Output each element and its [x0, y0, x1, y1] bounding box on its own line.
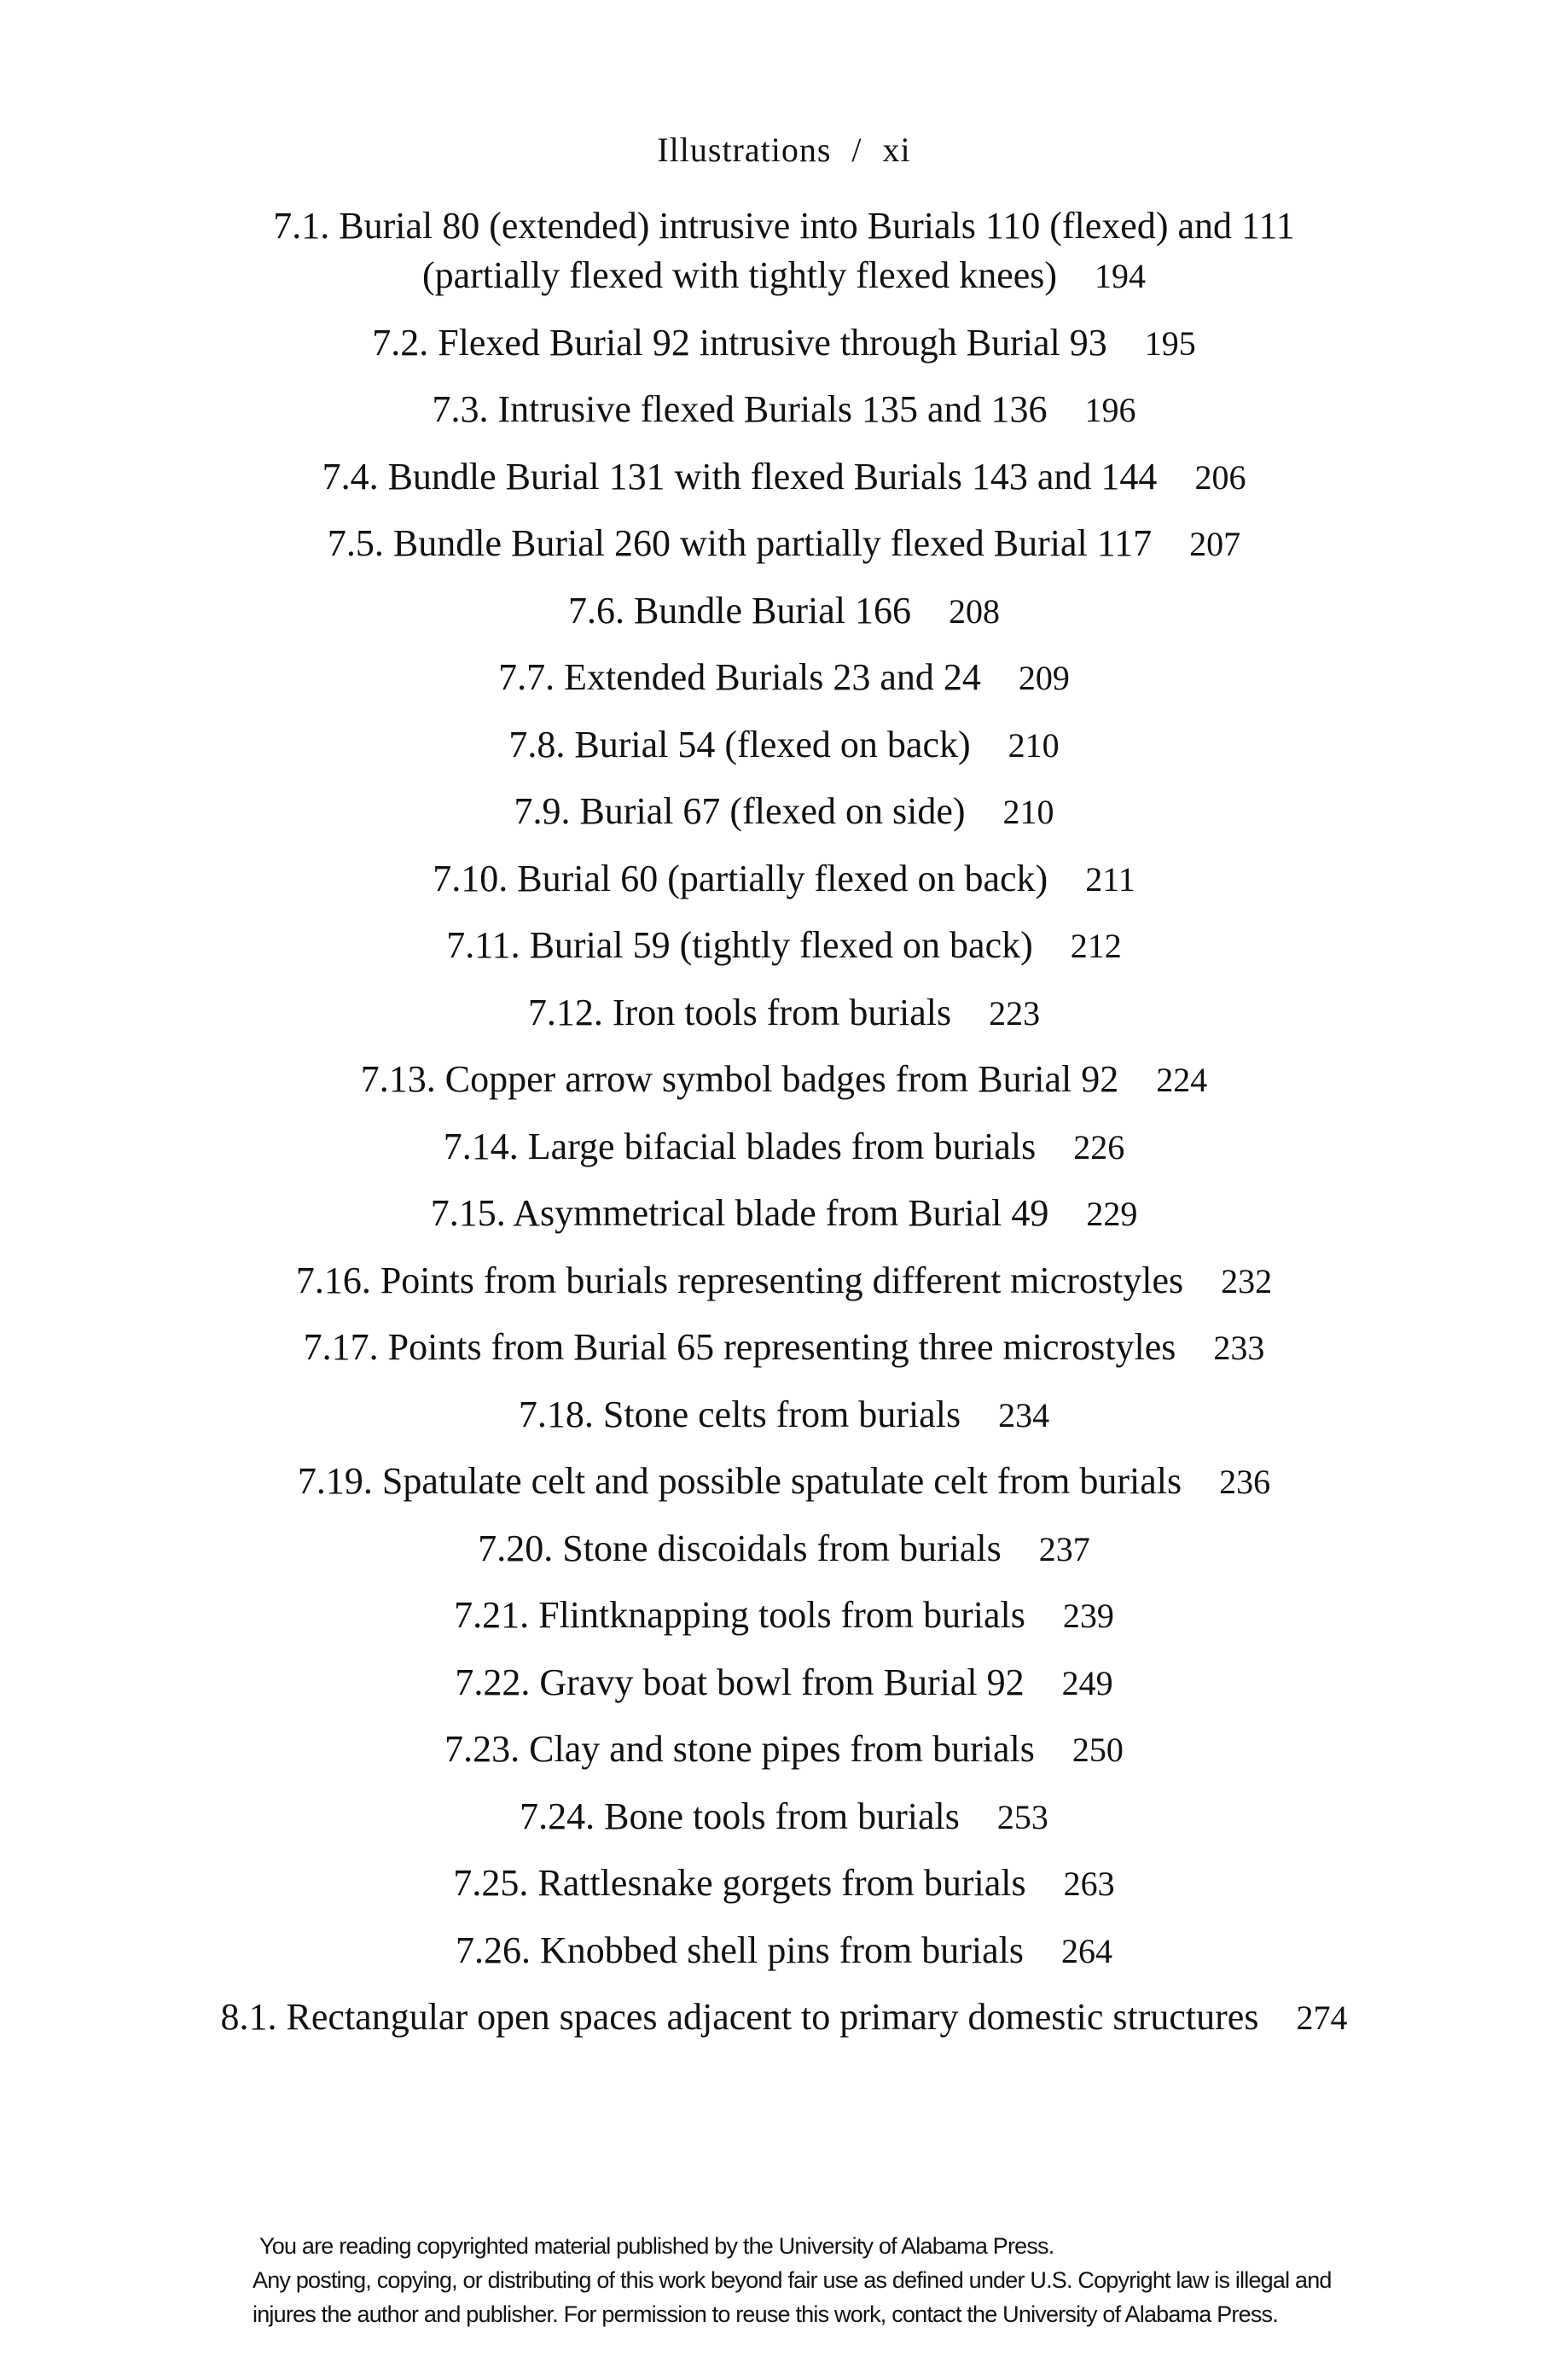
- entry-caption: 7.2. Flexed Burial 92 intrusive through Burial 93: [372, 321, 1107, 364]
- entry-page-number: 249: [1061, 1663, 1113, 1702]
- list-item: [205, 318, 1363, 369]
- entry-caption: 7.14. Large bifacial blades from burials: [443, 1125, 1037, 1167]
- entry-page-number: 250: [1071, 1731, 1124, 1769]
- entry-page-number: 208: [949, 591, 1001, 631]
- entry-page-number: 264: [1061, 1931, 1113, 1970]
- illustrations-list: [205, 201, 1363, 2060]
- entry-page-number: 233: [1213, 1329, 1265, 1367]
- list-item: [205, 1725, 1363, 1775]
- entry-caption: 7.1. Burial 80 (extended) intrusive into Burials 110 (flexed) and 111 (partially flexed with tightly flexed knees): [273, 205, 1295, 296]
- entry-caption: 7.15. Asymmetrical blade from Burial 49: [430, 1192, 1049, 1234]
- entry-caption: 7.17. Points from Burial 65 representing three microstyles: [303, 1326, 1176, 1368]
- entry-page-number: 195: [1144, 323, 1196, 363]
- list-item: [205, 1390, 1363, 1440]
- entry-page-number: 207: [1189, 525, 1241, 563]
- list-item: [205, 988, 1363, 1039]
- list-item: [205, 653, 1363, 703]
- entry-caption: 7.23. Clay and stone pipes from burials: [444, 1728, 1035, 1770]
- list-item: [205, 1256, 1363, 1306]
- entry-page-number: 229: [1086, 1195, 1138, 1233]
- entry-caption: 7.3. Intrusive flexed Burials 135 and 136: [432, 388, 1048, 430]
- list-item: [205, 1859, 1363, 1909]
- entry-caption: 7.11. Burial 59 (tightly flexed on back): [446, 924, 1033, 966]
- entry-page-number: 209: [1018, 659, 1070, 697]
- entry-page-number: 232: [1221, 1261, 1273, 1300]
- copyright-line-3: injures the author and publisher. For permission to reuse this work, contact the University of Alabama Press.: [253, 2301, 1278, 2327]
- list-item: [205, 1926, 1363, 1976]
- entry-page-number: 211: [1085, 859, 1135, 899]
- entry-page-number: 253: [996, 1797, 1048, 1836]
- entry-caption: 7.13. Copper arrow symbol badges from Burial 92: [360, 1058, 1119, 1100]
- running-head-separator: /: [851, 131, 862, 169]
- list-item: [205, 1189, 1363, 1239]
- entry-caption: 7.5. Bundle Burial 260 with partially flexed Burial 117: [327, 522, 1153, 564]
- entry-page-number: 224: [1156, 1061, 1208, 1099]
- entry-page-number: 239: [1062, 1597, 1114, 1635]
- entry-page-number: 196: [1084, 391, 1136, 429]
- list-item: [205, 1457, 1363, 1507]
- entry-page-number: 206: [1194, 457, 1246, 497]
- entry-caption: 7.8. Burial 54 (flexed on back): [508, 723, 971, 765]
- list-item: [205, 586, 1363, 637]
- entry-caption: 7.9. Burial 67 (flexed on side): [514, 790, 966, 832]
- entry-caption: 7.10. Burial 60 (partially flexed on back): [433, 857, 1048, 899]
- entry-caption: 7.6. Bundle Burial 166: [567, 589, 912, 631]
- list-item: [205, 1993, 1363, 2043]
- entry-page-number: 210: [1008, 725, 1060, 765]
- list-item: [205, 1323, 1363, 1373]
- running-head-title: Illustrations: [657, 131, 832, 169]
- entry-caption: 7.18. Stone celts from burials: [518, 1393, 961, 1435]
- entry-caption: 7.19. Spatulate celt and possible spatulate celt from burials: [297, 1460, 1182, 1502]
- list-item: [205, 1658, 1363, 1708]
- list-item: [205, 854, 1363, 905]
- running-head-page-number: xi: [882, 131, 911, 169]
- entry-caption: 7.7. Extended Burials 23 and 24: [498, 656, 981, 698]
- copyright-notice: [253, 2229, 1362, 2331]
- entry-page-number: 234: [998, 1395, 1050, 1434]
- list-item: [205, 1524, 1363, 1574]
- entry-caption: 7.12. Iron tools from burials: [527, 991, 952, 1033]
- entry-page-number: 223: [989, 993, 1041, 1033]
- list-item: [205, 201, 1363, 301]
- entry-caption: 7.21. Flintknapping tools from burials: [454, 1594, 1025, 1636]
- list-item: [205, 385, 1363, 435]
- entry-page-number: 194: [1095, 257, 1147, 295]
- entry-caption: 7.25. Rattlesnake gorgets from burials: [453, 1862, 1026, 1904]
- running-head: [0, 130, 1568, 170]
- list-item: [205, 1122, 1363, 1172]
- entry-page-number: 237: [1038, 1529, 1090, 1568]
- list-item: [205, 452, 1363, 503]
- entry-caption: 7.16. Points from burials representing different microstyles: [295, 1259, 1184, 1301]
- entry-caption: 8.1. Rectangular open spaces adjacent to primary domestic structures: [220, 1996, 1259, 2038]
- entry-caption: 7.22. Gravy boat bowl from Burial 92: [455, 1661, 1025, 1703]
- list-item: [205, 519, 1363, 569]
- entry-page-number: 236: [1219, 1463, 1271, 1501]
- list-item: [205, 1591, 1363, 1641]
- entry-caption: 7.4. Bundle Burial 131 with flexed Burials 143 and 144: [322, 455, 1158, 497]
- entry-page-number: 226: [1073, 1127, 1125, 1167]
- entry-page-number: 263: [1063, 1865, 1115, 1903]
- entry-caption: 7.24. Bone tools from burials: [520, 1795, 960, 1837]
- entry-page-number: 210: [1002, 793, 1054, 831]
- list-item: [205, 921, 1363, 971]
- list-item: [205, 1792, 1363, 1842]
- list-item: [205, 787, 1363, 837]
- entry-page-number: 274: [1296, 1999, 1348, 2037]
- list-item: [205, 720, 1363, 771]
- entry-page-number: 212: [1070, 927, 1122, 965]
- entry-caption: 7.20. Stone discoidals from burials: [478, 1527, 1002, 1569]
- entry-caption: 7.26. Knobbed shell pins from burials: [455, 1929, 1025, 1971]
- copyright-line-1: You are reading copyrighted material published by the University of Alabama Press.: [259, 2233, 1054, 2259]
- list-item: [205, 1055, 1363, 1105]
- copyright-line-2: Any posting, copying, or distributing of this work beyond fair use as defined under U.S. Copyright law is illegal and: [253, 2267, 1332, 2293]
